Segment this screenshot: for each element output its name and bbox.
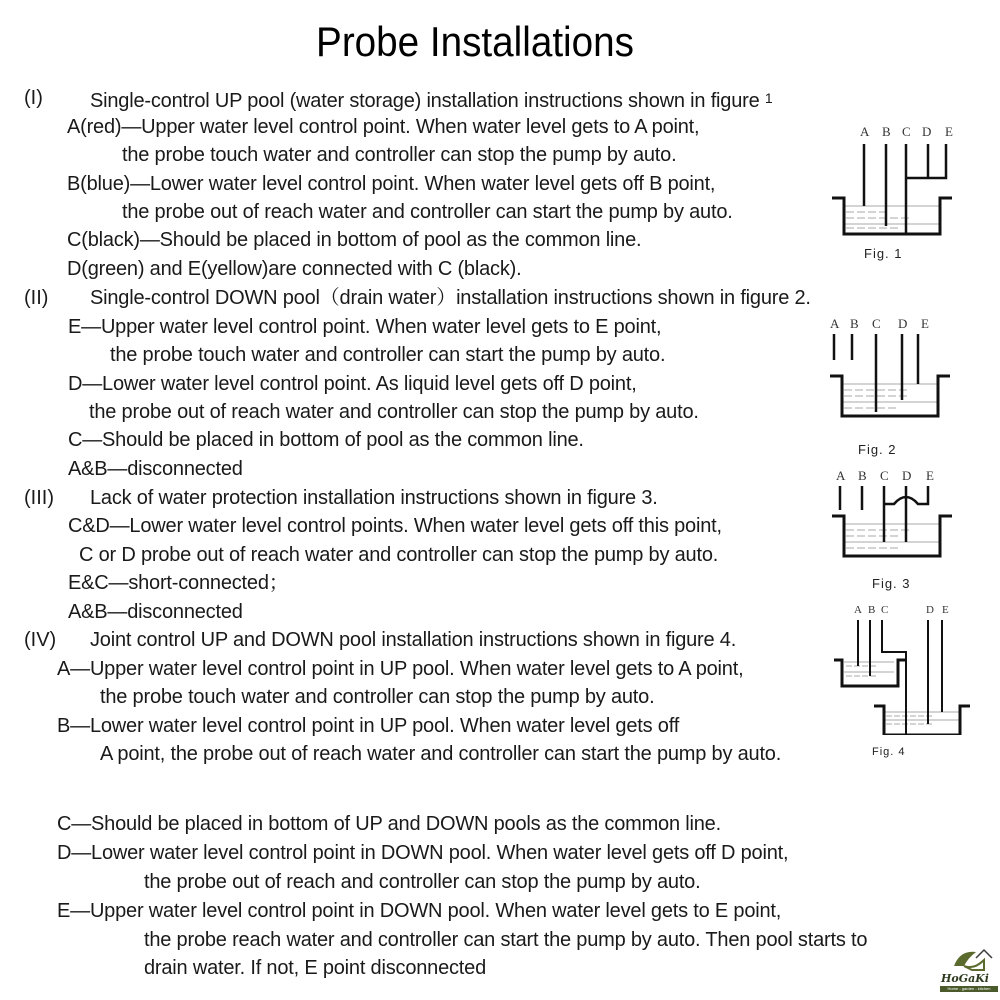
figure-4-diagram (834, 600, 984, 735)
instruction-line: the probe touch water and controller can start the pump by auto. (110, 344, 666, 366)
section-heading: Lack of water protection installation instructions shown in figure 3. (90, 487, 658, 509)
probe-label: D (922, 124, 932, 139)
probe-label: A (830, 316, 840, 331)
section-heading: Single-control DOWN pool（drain water）installation instructions shown in figure 2. (90, 287, 811, 309)
probe-label: C (872, 316, 881, 331)
probe-label: A (860, 124, 870, 139)
probe-label: B (858, 468, 867, 483)
page-title: Probe Installations (316, 18, 634, 65)
figure-2-diagram (828, 314, 978, 457)
leaf-house-icon (940, 944, 998, 974)
instruction-line: drain water. If not, E point disconnected (144, 957, 487, 979)
section-number: (III) (24, 487, 54, 509)
figure-caption: Fig. 1 (864, 246, 903, 261)
probe-label: E (942, 604, 949, 616)
probe-label: C (881, 604, 889, 616)
figure-1-diagram (830, 118, 980, 268)
instruction-line: B(blue)—Lower water level control point. When water level gets off B point, (67, 173, 716, 195)
probe-label: E (926, 468, 934, 483)
instruction-line: C(black)—Should be placed in bottom of pool as the common line. (67, 229, 642, 251)
instruction-line: E&C—short-connected； (68, 572, 289, 594)
instruction-line: D—Lower water level control point in DOWN pool. When water level gets off D point, (57, 842, 789, 864)
section-number: (II) (24, 287, 49, 309)
probe-label: A (854, 604, 862, 616)
instruction-line: A(red)—Upper water level control point. When water level gets to A point, (67, 116, 700, 138)
instruction-line: C&D—Lower water level control points. When water level gets off this point, (68, 515, 722, 537)
probe-label: D (898, 316, 908, 331)
figure-ref: 1 (764, 90, 773, 106)
instruction-line: D—Lower water level control point. As liquid level gets off D point, (68, 373, 637, 395)
section-number: (IV) (24, 629, 57, 651)
instruction-line: E—Upper water level control point in DOWN pool. When water level gets to E point, (57, 900, 782, 922)
instruction-line: the probe out of reach water and controller can start the pump by auto. (122, 201, 733, 223)
instruction-line: A—Upper water level control point in UP pool. When water level gets to A point, (57, 658, 744, 680)
instruction-line: A&B—disconnected (68, 458, 243, 480)
instruction-line: the probe reach water and controller can start the pump by auto. Then pool starts to (144, 929, 868, 951)
section-number: (I) (24, 87, 43, 109)
figure-caption: Fig. 4 (872, 746, 906, 758)
instruction-line: C or D probe out of reach water and controller can stop the pump by auto. (79, 544, 719, 566)
logo-name: HoGaKi (941, 972, 989, 985)
probe-label: E (921, 316, 929, 331)
section-heading: Joint control UP and DOWN pool installation instructions shown in figure 4. (90, 629, 737, 651)
probe-label: C (902, 124, 911, 139)
instruction-line: C—Should be placed in bottom of pool as the common line. (68, 429, 584, 451)
figure-caption: Fig. 2 (858, 442, 897, 457)
probe-label: C (880, 468, 889, 483)
probe-label: D (926, 604, 934, 616)
instruction-line: E—Upper water level control point. When water level gets to E point, (68, 316, 662, 338)
instruction-line: B—Lower water level control point in UP pool. When water level gets off (57, 715, 680, 737)
probe-label: B (850, 316, 859, 331)
probe-label: B (882, 124, 891, 139)
logo-tagline: Home - garden - kitchen (940, 986, 998, 992)
probe-label: E (945, 124, 953, 139)
figure-caption: Fig. 3 (872, 576, 911, 591)
instruction-line: the probe out of reach water and controller can stop the pump by auto. (89, 401, 699, 423)
probe-label: A (836, 468, 846, 483)
section-heading-text: Single-control UP pool (water storage) installation instructions shown in figure (90, 90, 760, 112)
instruction-line: the probe touch water and controller can stop the pump by auto. (100, 686, 655, 708)
instruction-line: the probe touch water and controller can stop the pump by auto. (122, 144, 677, 166)
instruction-line: A&B—disconnected (68, 601, 243, 623)
instruction-line: C—Should be placed in bottom of UP and DOWN pools as the common line. (57, 813, 721, 835)
instruction-line: D(green) and E(yellow)are connected with C (black). (67, 258, 522, 280)
instruction-line: A point, the probe out of reach water and controller can start the pump by auto. (100, 743, 782, 765)
figure-3-diagram (830, 466, 980, 591)
probe-label: B (868, 604, 876, 616)
section-heading (90, 86, 772, 113)
probe-label: D (902, 468, 912, 483)
instruction-line: the probe out of reach and controller can stop the pump by auto. (144, 871, 701, 893)
